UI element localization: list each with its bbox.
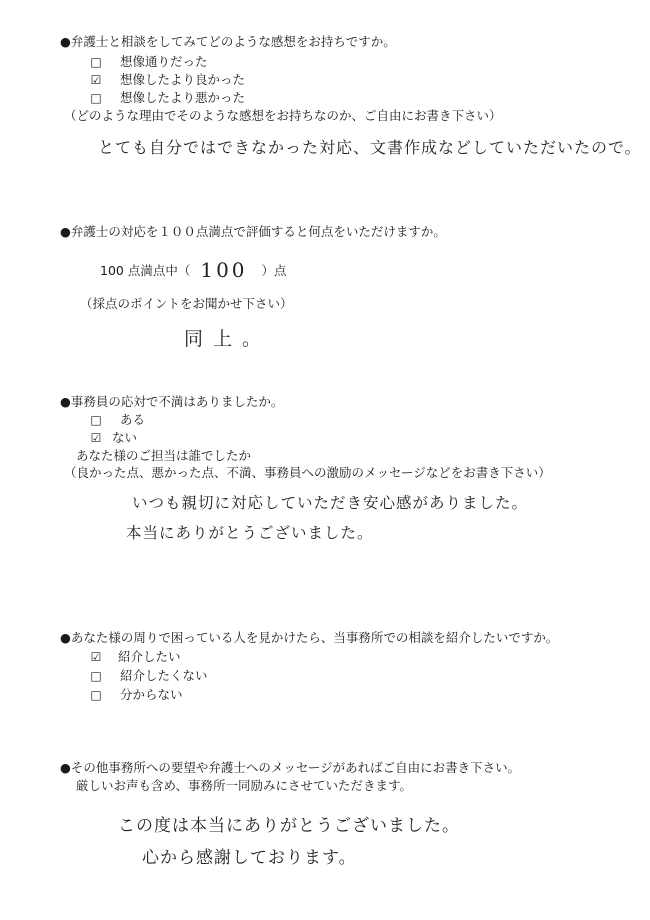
checkbox-icon[interactable]: □ xyxy=(90,413,102,427)
q3-handwritten-answer-line-2: 本当にありがとうございました。 xyxy=(126,524,374,542)
q2-score-line xyxy=(100,258,287,282)
q3-note: （良かった点、悪かった点、不満、事務員への激励のメッセージなどをお書き下さい） xyxy=(64,465,551,480)
q4-option-1[interactable] xyxy=(90,651,181,664)
option-label: 想像通りだった xyxy=(119,54,208,69)
q1-handwritten-answer: とても自分ではできなかった対応、文書作成などしていただいたので。 xyxy=(98,138,642,157)
option-label: 想像したより悪かった xyxy=(119,90,245,105)
checkbox-checked-icon[interactable]: ☑ xyxy=(90,650,102,664)
q1-question: ●弁護士と相談をしてみてどのような感想をお持ちですか。 xyxy=(60,34,396,49)
score-suffix: ）点 xyxy=(261,263,287,278)
checkbox-icon[interactable]: □ xyxy=(90,669,102,683)
option-label: 想像したより良かった xyxy=(119,72,245,87)
option-label: ない xyxy=(111,430,137,445)
score-prefix: 100 点満点中（ xyxy=(100,263,191,278)
q3-question: ●事務員の応対で不満はありましたか。 xyxy=(60,394,284,409)
q1-note: （どのような理由でそのような感想をお持ちなのか、ご自由にお書き下さい） xyxy=(64,108,502,123)
q3-handwritten-answer-line-1: いつも親切に対応していただき安心感がありました。 xyxy=(132,494,529,512)
q4-option-2[interactable] xyxy=(90,670,208,683)
checkbox-icon[interactable]: □ xyxy=(90,688,102,702)
score-value: 100 xyxy=(200,258,248,282)
q1-option-1[interactable] xyxy=(90,56,208,69)
q3-option-1[interactable] xyxy=(90,414,145,427)
checkbox-icon[interactable]: □ xyxy=(90,91,102,105)
q2-handwritten-answer: 同上。 xyxy=(184,328,272,350)
q4-question: ●あなた様の周りで困っている人を見かけたら、当事務所での相談を紹介したいですか。 xyxy=(60,630,559,645)
checkbox-icon[interactable]: □ xyxy=(90,55,102,69)
q2-note: （採点のポイントをお聞かせ下さい） xyxy=(80,296,293,311)
option-label: 分からない xyxy=(119,687,183,702)
q1-option-3[interactable] xyxy=(90,92,245,105)
checkbox-checked-icon[interactable]: ☑ xyxy=(90,431,102,445)
option-label: 紹介したくない xyxy=(119,668,208,683)
q5-handwritten-answer-line-2: 心から感謝しております。 xyxy=(142,848,357,868)
checkbox-checked-icon[interactable]: ☑ xyxy=(90,73,102,87)
q5-handwritten-answer-line-1: この度は本当にありがとうございました。 xyxy=(118,816,460,836)
q4-option-3[interactable] xyxy=(90,689,183,702)
option-label: ある xyxy=(119,412,145,427)
q5-question: ●その他事務所への要望や弁護士へのメッセージがあればご自由にお書き下さい。 xyxy=(60,760,521,775)
option-label: 紹介したい xyxy=(117,649,181,664)
q3-sub: あなた様のご担当は誰でしたか xyxy=(76,448,252,463)
q5-sub: 厳しいお声も含め、事務所一同励みにさせていただきます。 xyxy=(76,778,413,793)
q3-option-2[interactable] xyxy=(90,432,137,445)
q2-question: ●弁護士の対応を１００点満点で評価すると何点をいただけますか。 xyxy=(60,224,446,239)
q1-option-2[interactable] xyxy=(90,74,245,87)
